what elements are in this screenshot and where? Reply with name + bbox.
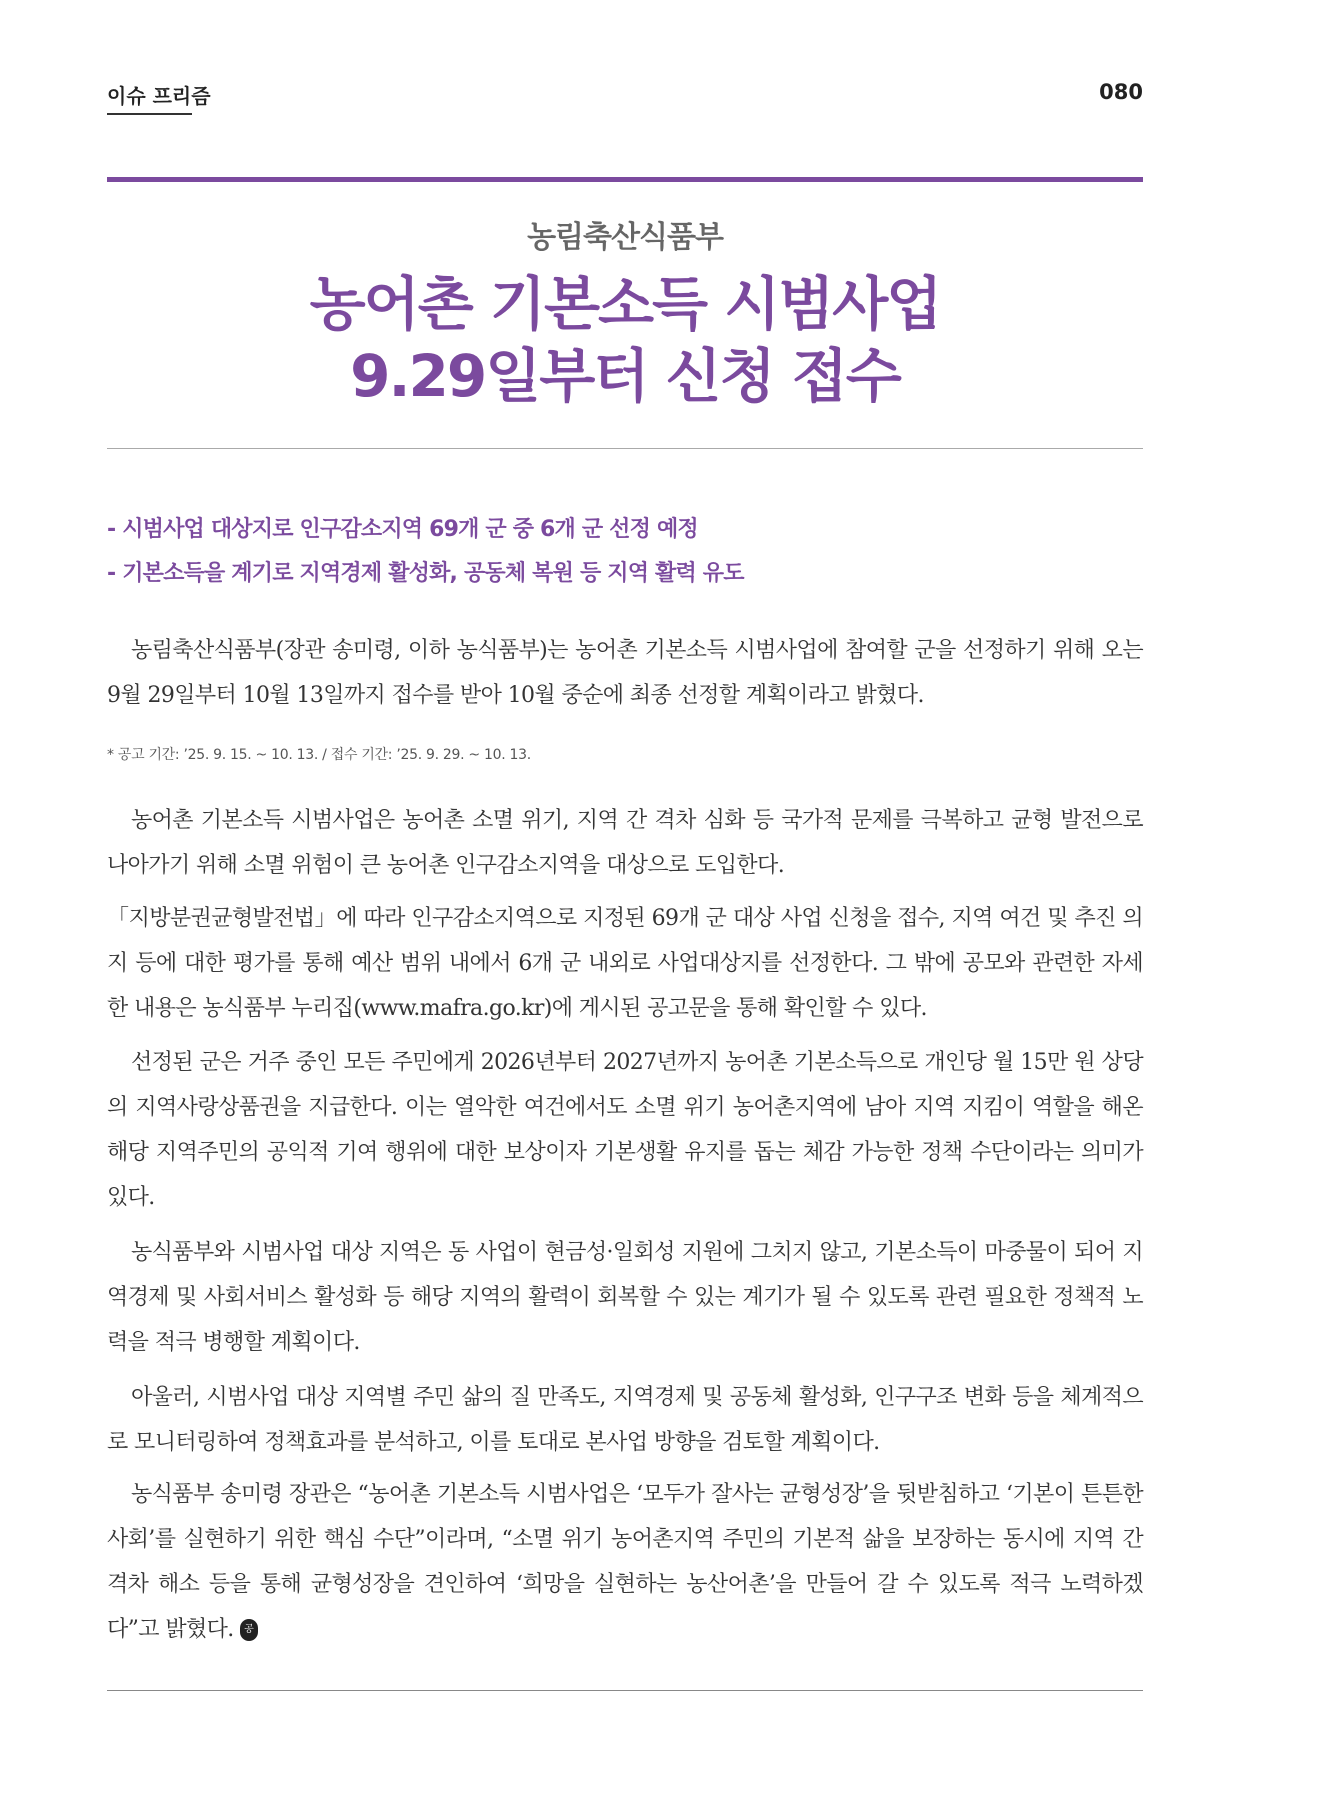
section-underline — [107, 113, 192, 115]
body-paragraph: 선정된 군은 거주 중인 모든 주민에게 2026년부터 2027년까지 농어촌 기본소득으로 개인당 월 15만 원 상당의 지역사랑상품권을 지급한다. 이는 열악한 여건에서도 소멸 위기 농어촌지역에 남아 지역 지킴이 역할을 해온 해당 지역주민의 공익적 기여 행위에 대한 보상이자 기본생활 유지를 돕는 체감 가능한 정책 수단이라는 의미가 있다. — [107, 1050, 1143, 1210]
page-number: 080 — [1099, 80, 1143, 104]
body-paragraph: 아울러, 시범사업 대상 지역별 주민 삶의 질 만족도, 지역경제 및 공동체 활성화, 인구구조 변화 등을 체계적으로 모니터링하여 정책효과를 분석하고, 이를 토대로 본사업 방향을 검토할 계획이다. — [107, 1385, 1143, 1455]
end-mark-icon: 공감 — [240, 1619, 258, 1641]
body-paragraph: 농림축산식품부(장관 송미령, 이하 농식품부)는 농어촌 기본소득 시범사업에 참여할 군을 선정하기 위해 오는 9월 29일부터 10월 13일까지 접수를 받아 10월 중순에 최종 선정할 계획이라고 밝혔다. — [107, 638, 1143, 708]
bottom-divider — [107, 1690, 1143, 1691]
closing-text: 농식품부 송미령 장관은 “농어촌 기본소득 시범사업은 ‘모두가 잘사는 균형성장’을 뒷받침하고 ‘기본이 튼튼한 사회’를 실현하기 위한 핵심 수단”이라며, “소멸 위기 농어촌지역 주민의 기본적 삶을 보장하는 동시에 지역 간 격차 해소 등을 통해 균형성장을 견인하여 ‘희망을 실현하는 농산어촌’을 만들어 갈 수 있도록 적극 노력하겠다”고 밝혔다. — [107, 1482, 1143, 1642]
subheading: - 기본소득을 계기로 지역경제 활성화, 공동체 복원 등 지역 활력 유도 — [107, 561, 744, 586]
body-paragraph: 「지방분권균형발전법」에 따라 인구감소지역으로 지정된 69개 군 대상 사업 신청을 접수, 지역 여건 및 추진 의지 등에 대한 평가를 통해 예산 범위 내에서 6개 군 내외로 사업대상지를 선정한다. 그 밖에 공모와 관련한 자세한 내용은 농식품부 누리집(www.mafra.go.kr)에 게시된 공고문을 통해 확인할 수 있다. — [107, 906, 1143, 1021]
title-line-2: 9.29일부터 신청 접수 — [350, 342, 900, 410]
section-label: 이슈 프리즘 — [107, 84, 211, 108]
title-line-1: 농어촌 기본소득 시범사업 — [309, 270, 941, 338]
body-paragraph: 농식품부와 시범사업 대상 지역은 동 사업이 현금성·일회성 지원에 그치지 않고, 기본소득이 마중물이 되어 지역경제 및 사회서비스 활성화 등 해당 지역의 활력이 회복할 수 있는 계기가 될 수 있도록 관련 필요한 정책적 노력을 적극 병행할 계획이다. — [107, 1240, 1143, 1355]
top-divider — [107, 177, 1143, 182]
footnote: * 공고 기간: ’25. 9. 15. ~ 10. 13. / 접수 기간: ’25. 9. 29. ~ 10. 13. — [107, 747, 531, 763]
title-divider — [107, 448, 1143, 449]
ministry-name: 농림축산식품부 — [527, 220, 723, 255]
body-paragraph: 농어촌 기본소득 시범사업은 농어촌 소멸 위기, 지역 간 격차 심화 등 국가적 문제를 극복하고 균형 발전으로 나아가기 위해 소멸 위험이 큰 농어촌 인구감소지역을 대상으로 도입한다. — [107, 808, 1143, 878]
article-title — [107, 268, 1143, 412]
subheadings — [107, 508, 1143, 596]
subheading: - 시범사업 대상지로 인구감소지역 69개 군 중 6개 군 선정 예정 — [107, 517, 698, 542]
body-paragraph — [107, 1472, 1143, 1657]
